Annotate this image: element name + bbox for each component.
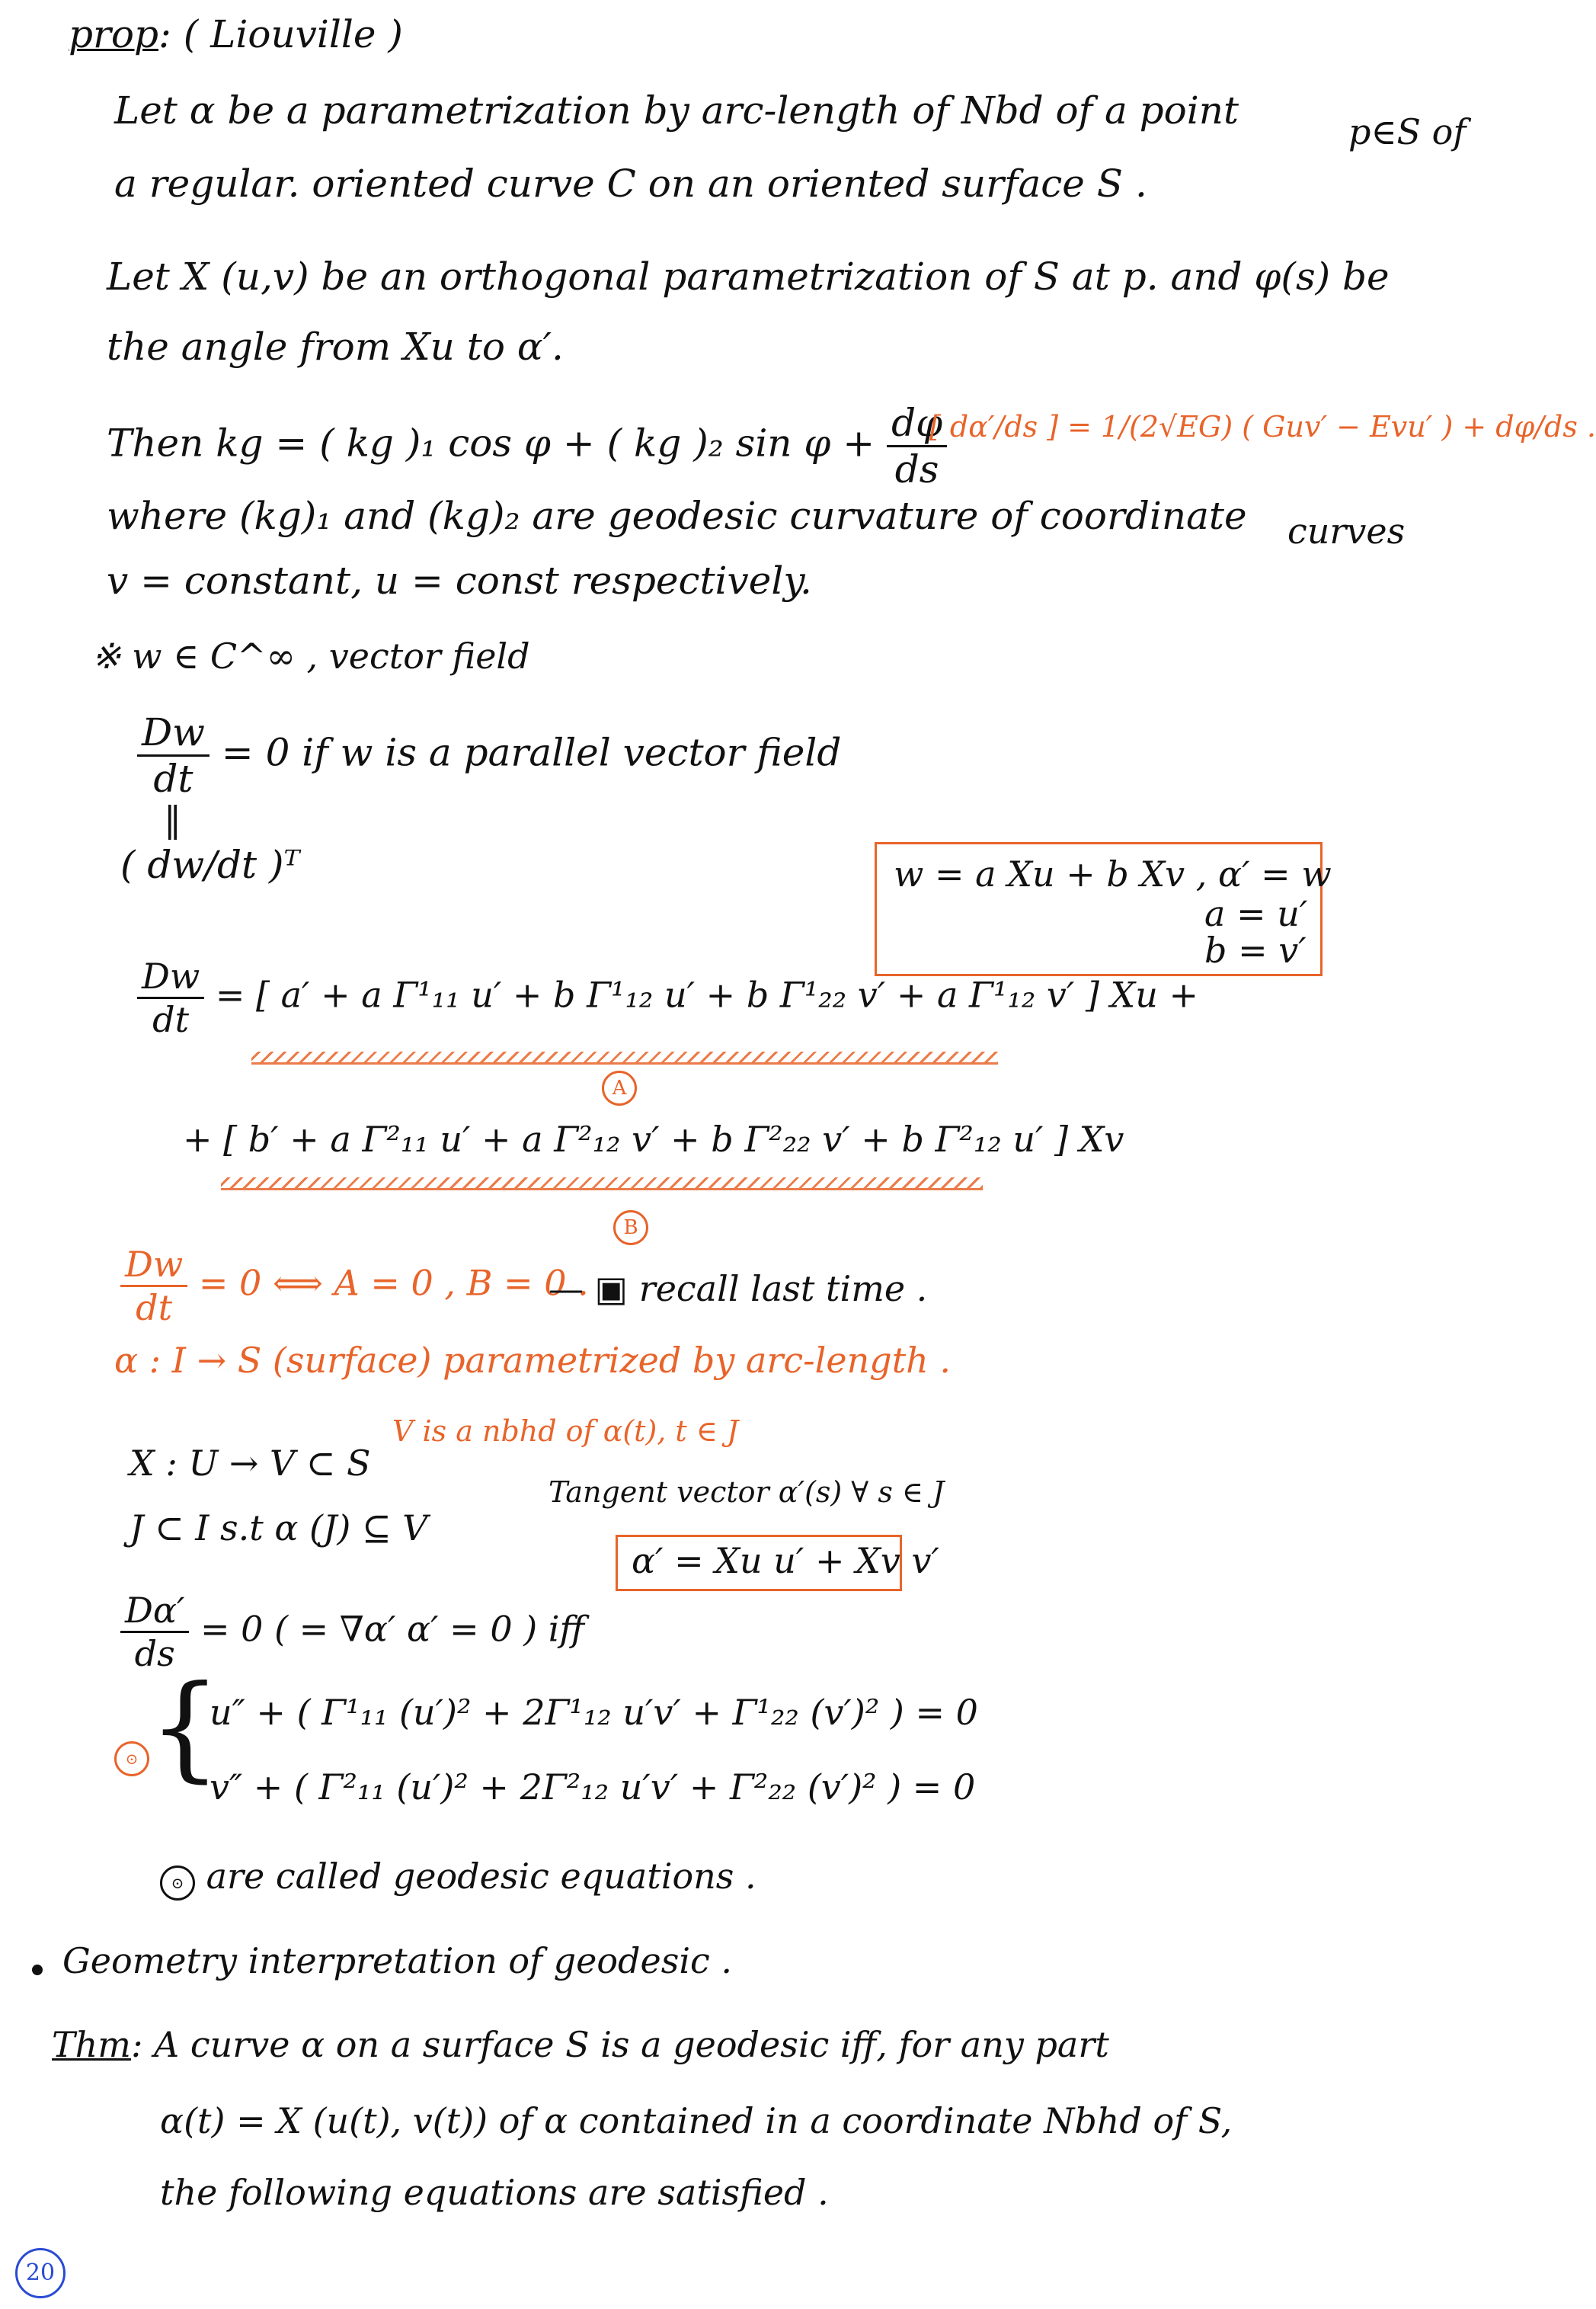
Dw-expansion-A [137,956,1199,1040]
dw-parallel-line [137,710,842,801]
alpha-definition: α : I → S (surface) parametrized by arc-length . [114,1340,952,1381]
geo-mark: ⊙ [160,1865,195,1901]
where-line1: where (kg)₁ and (kg)₂ are geodesic curvature of coordinate [107,494,1247,538]
box-w-definition [875,842,1332,976]
thm-label: Thm [52,2024,131,2065]
Dw-num-2: Dw [137,959,204,999]
label-A-circle: A [602,1071,637,1106]
geo-eq-marker: ⊙ [114,1741,149,1776]
bullet-dot [32,1965,43,1975]
dphi-den: ds [894,447,939,492]
Dw-dt-fraction [137,710,209,801]
para2-line1: Let X (u,v) be an orthogonal parametrization of S at p. and φ(s) be [107,255,1390,299]
theorem-line2: α(t) = X (u(t), v(t)) of α contained in a coordinate Nbhd of S, [160,2100,1233,2141]
box2-text: α′ = Xu u′ + Xv v′ [632,1540,939,1581]
then-orange-note: [ dα′/ds ] = 1/(2√EG) ( Guv′ − Evu′ ) + dφ/ds . [929,410,1596,444]
prop-label: prop [69,12,159,56]
Dalpha-text: = 0 ( = ∇α′ α′ = 0 ) iff [200,1608,585,1650]
geodesic-called-line [160,1857,756,1901]
where-line2: v = constant, u = const respectively. [107,559,812,603]
box1-line2: a = u′ [1204,893,1308,934]
para1-line1: Let α be a parametrization by arc-length of Nbd of a point [114,88,1239,133]
equal-sign-vertical: ‖ [164,799,181,840]
Dalpha-den: ds [134,1633,175,1674]
dw-dt-tangent: ( dw/dt )ᵀ [120,843,300,887]
page-number: 20 [15,2248,66,2298]
then-main: Then kg = ( kg )₁ cos φ + ( kg )₂ sin φ + [107,421,875,466]
Dw-den-orange: dt [136,1287,173,1328]
Dw-dt-fraction-2 [137,956,204,1040]
recall-note: — ▣ recall last time . [549,1268,928,1309]
Dw-num-orange: Dw [120,1247,187,1287]
orange-equivalence [120,1244,589,1328]
geodesic-eq-2: v″ + ( Γ²₁₁ (u′)² + 2Γ²₁₂ u′v′ + Γ²₂₂ (v′)² ) = 0 [209,1766,976,1808]
J-subset-line: J ⊂ I s.t α (J) ⊆ V [130,1507,428,1548]
dphi-num: dφ [887,404,947,447]
theorem-line3: the following equations are satisfied . [160,2172,829,2213]
then-formula [107,401,947,492]
Dalpha-line [120,1590,585,1674]
theorem-line1 [52,2026,1109,2064]
box1-line3: b = v′ [1204,930,1307,971]
label-B-circle: B [613,1210,648,1245]
Dalpha-num: Dα′ [120,1593,189,1633]
geo-eq-brace: { [149,1661,222,1794]
Dw-line-B: + [ b′ + a Γ²₁₁ u′ + a Γ²₁₂ v′ + b Γ²₂₂ v′ + b Γ²₁₂ u′ ] Xv [183,1119,1124,1160]
underline-B [221,1177,983,1190]
Dw-line-A: = [ a′ + a Γ¹₁₁ u′ + b Γ¹₁₂ u′ + b Γ¹₂₂ v′ + a Γ¹₁₂ v′ ] Xu + [215,974,1199,1016]
star-line: ※ w ∈ C^∞ , vector field [91,636,530,677]
orange-eq-text: = 0 ⟺ A = 0 , B = 0 . [198,1262,589,1304]
box-tangent [616,1535,939,1591]
where-line1-tail: curves [1287,511,1406,552]
Dw-num: Dw [137,713,209,757]
V-nbhd-note: V is a nbhd of α(t), t ∈ J [392,1414,739,1448]
bullet-geometry-line: Geometry interpretation of geodesic . [62,1940,733,1981]
tangent-vector-line: Tangent vector α′(s) ∀ s ∈ J [549,1475,945,1509]
para2-line2: the angle from Xu to α′. [107,325,564,369]
para1-line1-tail: p∈S of [1348,111,1466,152]
underline-A [251,1052,998,1065]
Dw-den: dt [153,757,194,801]
Dalpha-ds-fraction [120,1590,189,1674]
para1-line2: a regular. oriented curve C on an oriented surface S . [114,162,1147,206]
prop-title: : ( Liouville ) [158,12,403,56]
X-map-line: X : U → V ⊂ S [130,1443,371,1484]
label-A [602,1071,637,1106]
prop-header [69,14,403,56]
geodesic-eq-1: u″ + ( Γ¹₁₁ (u′)² + 2Γ¹₁₂ u′v′ + Γ¹₂₂ (v′)² ) = 0 [209,1692,978,1733]
Dw-den-2: dt [152,999,190,1040]
geodesic-called-text: are called geodesic equations . [206,1856,756,1897]
Dw-dt-fraction-orange [120,1244,187,1328]
label-B [613,1210,648,1245]
box1-line1: w = a Xu + b Xv , α′ = w [894,853,1332,895]
dw-parallel-text: = 0 if w is a parallel vector field [221,730,842,775]
thm-line1-text: : A curve α on a surface S is a geodesic iff, for any part [130,2024,1109,2065]
